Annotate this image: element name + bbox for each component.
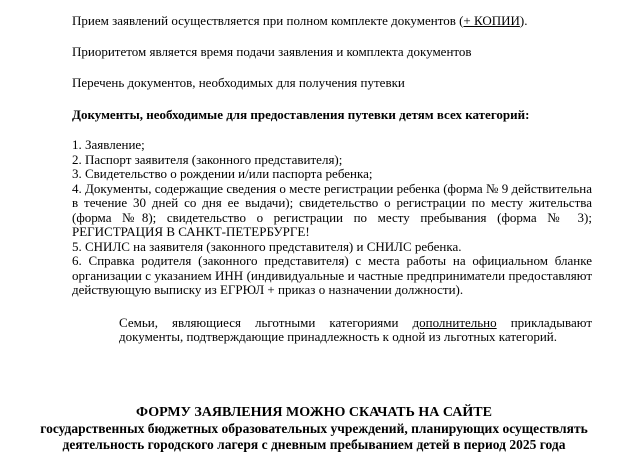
list-item: 3. Свидетельство о рождении и/или паспорта ребенка; (72, 166, 373, 181)
footer-line: государственных бюджетных образовательных учреждений, планирующих осуществлять (40, 421, 588, 436)
documents-list (72, 138, 592, 298)
note-underlined-word: дополнительно (412, 314, 497, 330)
privileged-families-note (72, 316, 592, 345)
intro-line-document-list: Перечень документов, необходимых для получения путевки (72, 75, 405, 90)
intro-line-completeness (72, 14, 592, 29)
registration-documents-text: 4. Документы, содержащие сведения о месте регистрации ребенка (форма № 9 действительна в течение 30 дней со дня ее выдачи); свидетельство о регистрации по месту жительства (форма №8); свидетельство о регистрации по месту пребывания (форма № 3); (72, 180, 592, 225)
documents-heading: Документы, необходимые для предоставления путевки детям всех категорий: (72, 106, 530, 122)
intro-line-suffix: ). (519, 13, 528, 28)
registration-spb-notice: РЕГИСТРАЦИЯ В САНКТ-ПЕТЕРБУРГЕ! (72, 224, 310, 239)
intro-line-prefix: Прием заявлений осуществляется при полном комплекте документов ( (72, 13, 464, 28)
list-item: 6. Справка родителя (законного представителя) с места работы на официальном бланке организации с указанием ИНН (индивидуальные и частные предприниматели предоставляют действующую выписку из ЕГРЮЛ + приказ о назначении должности). (72, 253, 592, 297)
copies-link[interactable]: + КОПИИ (463, 13, 520, 28)
note-prefix: Семьи, являющиеся льготными категориями (119, 314, 413, 330)
list-item (72, 182, 592, 240)
list-item: 2. Паспорт заявителя (законного представителя); (72, 151, 343, 167)
download-form-notice (0, 405, 628, 453)
note-suffix: прикладывают документы, подтверждающие принадлежность к одной из льготных категорий. (119, 314, 592, 344)
intro-line-priority: Приоритетом является время подачи заявления и комплекта документов (72, 43, 472, 59)
footer-line: деятельность городского лагеря с дневным пребыванием детей в период 2025 года (62, 437, 566, 452)
document-body (72, 14, 592, 345)
footer-title: ФОРМУ ЗАЯВЛЕНИЯ МОЖНО СКАЧАТЬ НА САЙТЕ (136, 405, 492, 420)
list-item: 5. СНИЛС на заявителя (законного представителя) и СНИЛС ребенка. (72, 238, 462, 254)
list-item: 1. Заявление; (72, 137, 145, 152)
